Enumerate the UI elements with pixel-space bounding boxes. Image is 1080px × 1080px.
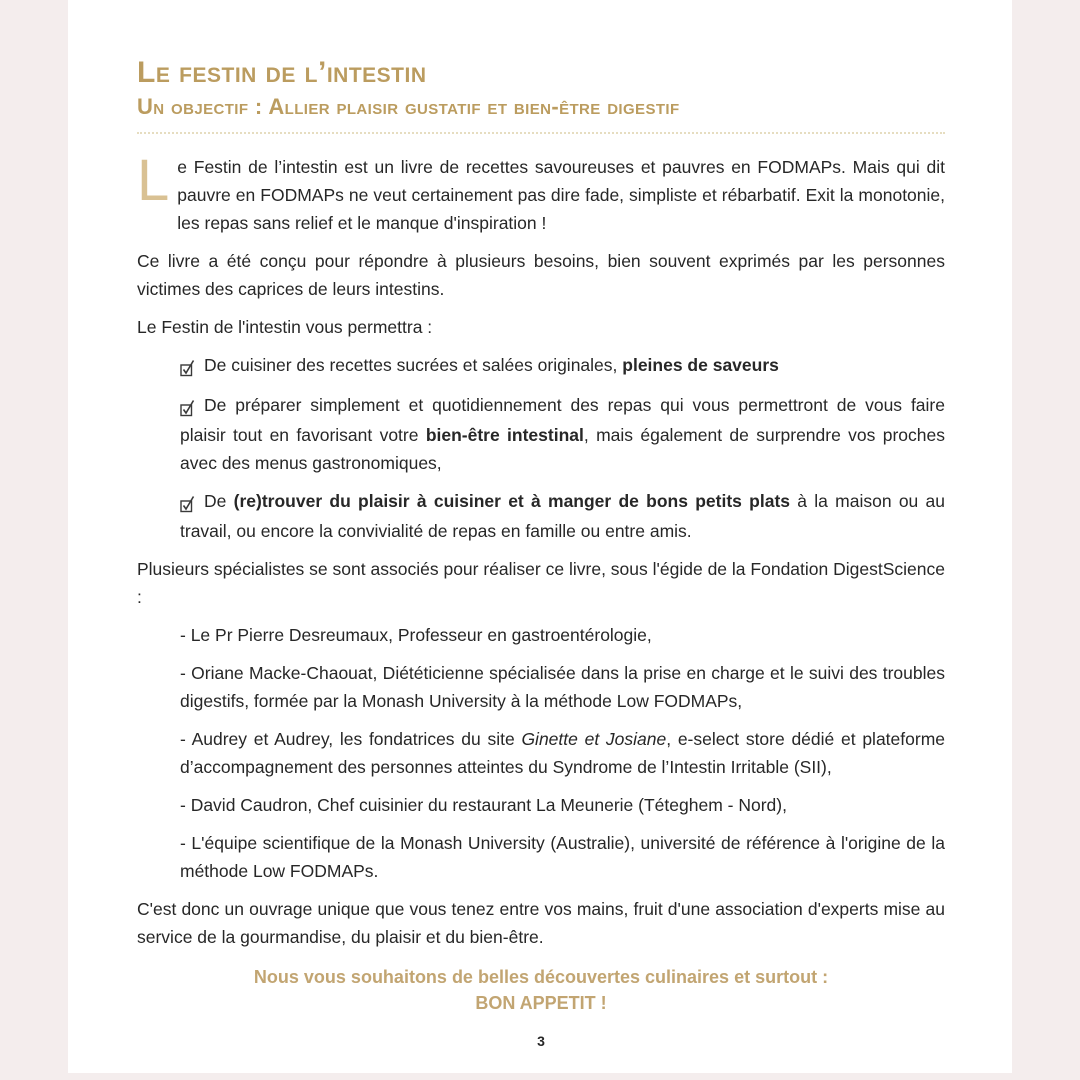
specialist-text-italic: Ginette et Josiane — [521, 729, 667, 749]
checklist-text-normal: , mais également de surprendre vos proches avec des menus gastronomiques, — [180, 425, 945, 473]
checklist-item — [137, 391, 945, 477]
book-page — [68, 0, 1012, 1073]
checklist-item — [137, 351, 945, 381]
specialist-text: - Audrey et Audrey, les fondatrices du site — [180, 729, 522, 749]
specialist-text: - David Caudron, Chef cuisinier du restaurant La Meunerie (Téteghem - Nord), — [180, 795, 787, 815]
specialist-item — [137, 725, 945, 781]
promise-paragraph: Le Festin de l'intestin vous permettra : — [137, 317, 433, 337]
dotted-divider — [137, 132, 945, 134]
page-number: 3 — [537, 1033, 545, 1049]
checklist-text-normal: De — [204, 491, 234, 511]
checkbox-check-icon — [180, 353, 195, 381]
specialist-text: - Le Pr Pierre Desreumaux, Professeur en gastroentérologie, — [180, 625, 652, 645]
closing-paragraph: C'est donc un ouvrage unique que vous tenez entre vos mains, fruit d'une association d'experts mise au service de la gourmandise, du plaisir et du bien-être. — [137, 899, 945, 947]
farewell-message — [137, 964, 945, 1016]
intro-text: e Festin de l’intestin est un livre de recettes savoureuses et pauvres en FODMAPs. Mais qui dit pauvre en FODMAPs ne veut certainement pas dire fade, simpliste et rébarbatif. Exit la monotonie, les repas sans relief et le manque d'inspiration ! — [177, 157, 945, 233]
page-body — [137, 148, 946, 951]
checkbox-check-icon — [180, 489, 195, 517]
checklist-text-normal: De cuisiner des recettes sucrées et salées originales, — [204, 355, 623, 375]
drop-cap: L — [137, 148, 170, 213]
specialist-item — [137, 791, 945, 819]
specialists-intro-paragraph: Plusieurs spécialistes se sont associés pour réaliser ce livre, sous l'égide de la Fondation DigestScience : — [137, 559, 945, 607]
checklist-text-normal: à la maison ou au travail, ou encore la convivialité de repas en famille ou entre amis. — [180, 491, 946, 541]
checklist-item — [137, 487, 945, 545]
checklist-text-bold: pleines de saveurs — [622, 355, 779, 375]
needs-paragraph: Ce livre a été conçu pour répondre à plusieurs besoins, bien souvent exprimés par les personnes victimes des caprices de leurs intestins. — [137, 251, 945, 299]
specialist-item — [137, 659, 945, 715]
specialist-text: , e-select store dédié et plateforme d’accompagnement des personnes atteintes du Syndrome de l’Intestin Irritable (SII), — [180, 729, 945, 777]
checklist-text-bold: bien-être intestinal — [425, 425, 584, 445]
page-title: Le festin de l’intestin — [137, 56, 427, 89]
checklist-text-normal: De préparer simplement et quotidiennement des repas qui vous permettront de vous faire plaisir tout en favorisant votre — [180, 395, 945, 445]
farewell-line1: Nous vous souhaitons de belles découvertes culinaires et surtout : — [253, 967, 829, 987]
intro-paragraph — [137, 148, 945, 237]
checklist-text — [180, 395, 945, 473]
specialist-item — [137, 621, 945, 649]
farewell-line2: BON APPETIT ! — [475, 993, 607, 1013]
checklist-text — [204, 355, 779, 375]
checklist-text-bold: (re)trouver du plaisir à cuisiner et à manger de bons petits plats — [233, 491, 791, 511]
page-subtitle: Un objectif : Allier plaisir gustatif et bien-être digestif — [137, 94, 680, 119]
specialist-text: - Oriane Macke-Chaouat, Diététicienne spécialisée dans la prise en charge et le suivi des troubles digestifs, formée par la Monash University à la méthode Low FODMAPs, — [180, 663, 945, 711]
specialist-item — [137, 829, 945, 885]
checklist-text — [180, 491, 945, 541]
specialist-text: - L'équipe scientifique de la Monash University (Australie), université de référence à l'origine de la méthode Low FODMAPs. — [180, 833, 945, 881]
checkbox-check-icon — [180, 393, 195, 421]
